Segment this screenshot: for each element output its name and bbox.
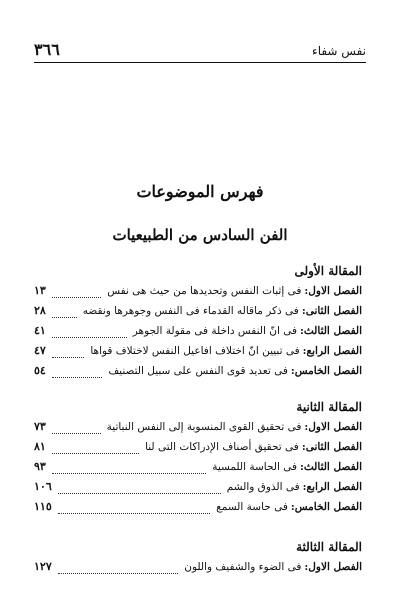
toc-entry xyxy=(34,500,362,520)
entry-text: فى الذوق والشم xyxy=(226,481,300,493)
entry-page-number: ٥٤ xyxy=(34,364,46,377)
entry-page-number: ٤٧ xyxy=(34,344,46,357)
entry-page-number: ١٢٧ xyxy=(34,560,52,573)
entry-label: الفصل الاول: xyxy=(304,421,362,433)
entry-label: الفصل الخامس: xyxy=(290,365,362,377)
entry-label: الفصل الرابع: xyxy=(302,481,362,493)
entry-label: الفصل الاول: xyxy=(304,561,362,573)
essay-heading: المقالة الثانية xyxy=(296,400,362,414)
part-title: الفن السادس من الطبيعيات xyxy=(112,226,288,244)
entry-page-number: ٨١ xyxy=(34,440,46,453)
entry-label: الفصل الرابع: xyxy=(302,345,362,357)
toc-entry xyxy=(34,344,362,364)
entry-label: الفصل الثالث: xyxy=(299,461,362,473)
header-rule xyxy=(34,62,366,63)
entry-label: الفصل الثالث: xyxy=(299,325,362,337)
essay-section-1 xyxy=(34,264,362,384)
running-head xyxy=(34,40,366,59)
entry-page-number: ١١٥ xyxy=(34,500,52,513)
dot-leader xyxy=(52,357,85,358)
entry-text: فى تعديد قوى النفس على سبيل التصنيف xyxy=(108,365,288,377)
entry-text: فى إثبات النفس وتحديدها من حيث هى نفس xyxy=(107,285,302,297)
dot-leader xyxy=(58,573,179,574)
toc-entry xyxy=(34,304,362,324)
entry-text: فى الحاسة اللمسية xyxy=(212,461,297,473)
entry-label: الفصل الثانى: xyxy=(301,441,362,453)
entry-label: الفصل الاول: xyxy=(304,285,362,297)
dot-leader xyxy=(58,493,221,494)
toc-entry xyxy=(34,284,362,304)
entry-page-number: ٧٣ xyxy=(34,420,46,433)
entry-text: فى تحقيق القوى المنسوبة إلى النفس النباتية xyxy=(106,421,302,433)
entry-text: فى تبيين انّ اختلاف افاعيل النفس لاختلاف قواها xyxy=(90,345,300,357)
entry-label: الفصل الخامس: xyxy=(290,501,362,513)
entry-page-number: ١٣ xyxy=(34,284,46,297)
dot-leader xyxy=(52,337,127,338)
entry-page-number: ١٠٦ xyxy=(34,480,52,493)
dot-leader xyxy=(52,297,101,298)
entry-text: فى الضوء والشفيف واللون xyxy=(184,561,302,573)
entry-text: فى انّ النفس داخلة فى مقولة الجوهر xyxy=(132,325,297,337)
entry-text: فى حاسة السمع xyxy=(216,501,288,513)
entry-label: الفصل الثانى: xyxy=(301,305,362,317)
book-title: نفس شفاء xyxy=(312,44,366,58)
entry-text: فى ذكر ماقاله القدماء فى النفس وجوهرها ونقضه xyxy=(82,305,299,317)
entry-page-number: ٤١ xyxy=(34,324,46,337)
dot-leader xyxy=(52,473,206,474)
dot-leader xyxy=(52,317,77,318)
essay-heading: المقالة الأولى xyxy=(294,264,362,278)
dot-leader xyxy=(52,433,101,434)
essay-section-2 xyxy=(34,400,362,520)
toc-entry xyxy=(34,480,362,500)
entry-text: فى تحقيق أصناف الإدراكات التى لنا xyxy=(145,441,299,453)
toc-entry xyxy=(34,420,362,440)
entry-page-number: ٩٣ xyxy=(34,460,46,473)
entry-page-number: ٢٨ xyxy=(34,304,46,317)
essay-heading: المقالة الثالثة xyxy=(296,540,362,554)
toc-entry xyxy=(34,324,362,344)
toc-entry xyxy=(34,364,362,384)
toc-entry xyxy=(34,440,362,460)
dot-leader xyxy=(52,453,139,454)
toc-entry xyxy=(34,560,362,580)
dot-leader xyxy=(58,513,210,514)
dot-leader xyxy=(52,377,102,378)
toc-entry xyxy=(34,460,362,480)
essay-section-3 xyxy=(34,540,362,580)
toc-title: فهرس الموضوعات xyxy=(136,182,264,201)
page-number: ٣٦٦ xyxy=(34,40,60,59)
